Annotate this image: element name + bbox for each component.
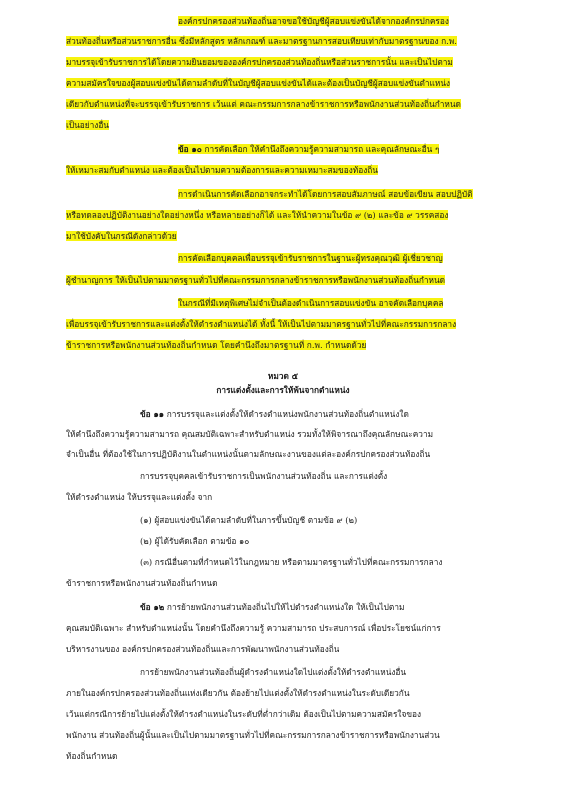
text-line: ให้ดำรงตำแหน่ง ให้บรรจุและแต่งตั้ง จาก	[66, 492, 213, 502]
text-line: ให้เหมาะสมกับตำแหน่ง และต้องเป็นไปตามความต้องการและความเหมาะสมของท้องถิ่น	[66, 165, 378, 175]
text-line: จำเป็นอื่น ที่ต้องใช้ในการปฏิบัติงานในตำแหน่งนั้นตามลักษณะงานของแต่ละองค์กรปกครองส่วนท้องถิ่น	[66, 449, 431, 459]
text-line: เดียวกับตำแหน่งที่จะบรรจุเข้ารับราชการ เว้นแต่ คณะกรรมการกลางข้าราชการหรือพนักงานส่วนท้องถิ่นกำหนด	[66, 99, 461, 109]
text-line: ผู้ชำนาญการ ให้เป็นไปตามมาตรฐานทั่วไปที่คณะกรรมการกลางข้าราชการหรือพนักงานส่วนท้องถิ่นกำหนด	[66, 275, 446, 285]
text-line: การย้ายพนักงานส่วนท้องถิ่นผู้ดำรงตำแหน่งใดไปแต่งตั้งให้ดำรงตำแหน่งอื่น	[140, 667, 407, 677]
text-line: เว้นแต่กรณีการย้ายไปแต่งตั้งให้ดำรงตำแหน่งในระดับที่ต่ำกว่าเดิม ต้องเป็นไปตามความสมัครใจของ	[66, 709, 422, 719]
section-10-number: ข้อ ๑๐	[178, 144, 202, 154]
text-line: ให้คำนึงถึงความรู้ความสามารถ คุณสมบัติเฉพาะสำหรับตำแหน่ง รวมทั้งให้พิจารณาถึงคุณลักษณะความ	[66, 429, 434, 439]
section-11-line: ข้อ ๑๑ การบรรจุและแต่งตั้งให้ดำรงตำแหน่งพนักงานส่วนท้องถิ่นตำแหน่งใด	[140, 409, 409, 419]
section-10-line: ข้อ ๑๐ การคัดเลือก ให้คำนึงถึงความรู้ความสามารถ และคุณลักษณะอื่น ๆ	[178, 144, 440, 154]
text-line: เพื่อบรรจุเข้ารับราชการและแต่งตั้งให้ดำรงตำแหน่งได้ ทั้งนี้ ให้เป็นไปตามมาตรฐานทั่วไปที่คณะกรรมการกลาง	[66, 319, 457, 329]
text-line: มาใช้บังคับในกรณีดังกล่าวด้วย	[66, 231, 177, 241]
text-line: ข้าราชการหรือพนักงานส่วนท้องถิ่นกำหนด	[66, 578, 218, 588]
text-line: เป็นอย่างอื่น	[66, 120, 109, 130]
chapter-title: การแต่งตั้งและการให้พ้นจากตำแหน่ง	[216, 385, 350, 395]
chapter-number: หมวด ๕	[267, 371, 299, 381]
text-line: คุณสมบัติเฉพาะ สำหรับตำแหน่งนั้น โดยคำนึงถึงความรู้ ความสามารถ ประสบการณ์ เพื่อประโยชน์แก่การ	[66, 623, 441, 633]
text-line: ท้องถิ่นกำหนด	[66, 751, 118, 761]
text-line: ส่วนท้องถิ่นหรือส่วนราชการอื่น ซึ่งมีหลักสูตร หลักเกณฑ์ และมาตรฐานการสอบเทียบเท่ากับมาตรฐานของ ก.พ.	[66, 36, 457, 46]
text-line: การคัดเลือกบุคคลเพื่อบรรจุเข้ารับราชการในฐานะผู้ทรงคุณวุฒิ ผู้เชี่ยวชาญ	[178, 253, 443, 263]
text-line: ความสมัครใจของผู้สอบแข่งขันได้ตามลำดับที่ในบัญชีผู้สอบแข่งขันได้และต้องเป็นบัญชีผู้สอบแข่งขันตำแหน่ง	[66, 78, 451, 88]
text-line: การดำเนินการคัดเลือกอาจกระทำได้โดยการสอบสัมภาษณ์ สอบข้อเขียน สอบปฏิบัติ	[178, 189, 473, 199]
list-item: (๒) ผู้ได้รับคัดเลือก ตามข้อ ๑๐	[140, 536, 250, 546]
list-item: (๓) กรณีอื่นตามที่กำหนดไว้ในกฎหมาย หรือตามมาตรฐานทั่วไปที่คณะกรรมการกลาง	[140, 557, 443, 567]
text-line: มาบรรจุเข้ารับราชการได้โดยความยินยอมขององค์กรปกครองส่วนท้องถิ่นหรือส่วนราชการนั้น และเป็นไปตาม	[66, 57, 453, 67]
text-line: ในกรณีที่มีเหตุพิเศษไม่จำเป็นต้องดำเนินการสอบแข่งขัน อาจคัดเลือกบุคคล	[178, 298, 444, 308]
text-line: องค์กรปกครองส่วนท้องถิ่นอาจขอใช้บัญชีผู้สอบแข่งขันได้จากองค์กรปกครอง	[178, 16, 449, 26]
section-12-number: ข้อ ๑๒	[140, 602, 165, 612]
list-item: (๑) ผู้สอบแข่งขันได้ตามลำดับที่ในการขึ้นบัญชี ตามข้อ ๙ (๒)	[140, 515, 358, 525]
text-line: หรือทดลองปฏิบัติงานอย่างใดอย่างหนึ่ง หรือหลายอย่างก็ได้ และให้นำความในข้อ ๙ (๒) และข้อ ๙ วรรคสอง	[66, 210, 449, 220]
section-12-line: ข้อ ๑๒ การย้ายพนักงานส่วนท้องถิ่นไปให้ไปดำรงตำแหน่งใด ให้เป็นไปตาม	[140, 602, 405, 612]
section-11-number: ข้อ ๑๑	[140, 409, 165, 419]
text-line: ภายในองค์กรปกครองส่วนท้องถิ่นแห่งเดียวกัน ต้องย้ายไปแต่งตั้งให้ดำรงตำแหน่งในระดับเดียวกัน	[66, 688, 410, 698]
text-line: พนักงาน ส่วนท้องถิ่นผู้นั้นและเป็นไปตามมาตรฐานทั่วไปที่คณะกรรมการกลางข้าราชการหรือพนักงานส่วน	[66, 730, 440, 740]
text-line: การบรรจุบุคคลเข้ารับราชการเป็นพนักงานส่วนท้องถิ่น และการแต่งตั้ง	[140, 471, 388, 481]
text-line: บริหารงานของ องค์กรปกครองส่วนท้องถิ่นและการพัฒนาพนักงานส่วนท้องถิ่น	[66, 644, 340, 654]
text-line: ข้าราชการหรือพนักงานส่วนท้องถิ่นกำหนด โดยคำนึงถึงมาตรฐานที่ ก.พ. กำหนดด้วย	[66, 340, 367, 350]
